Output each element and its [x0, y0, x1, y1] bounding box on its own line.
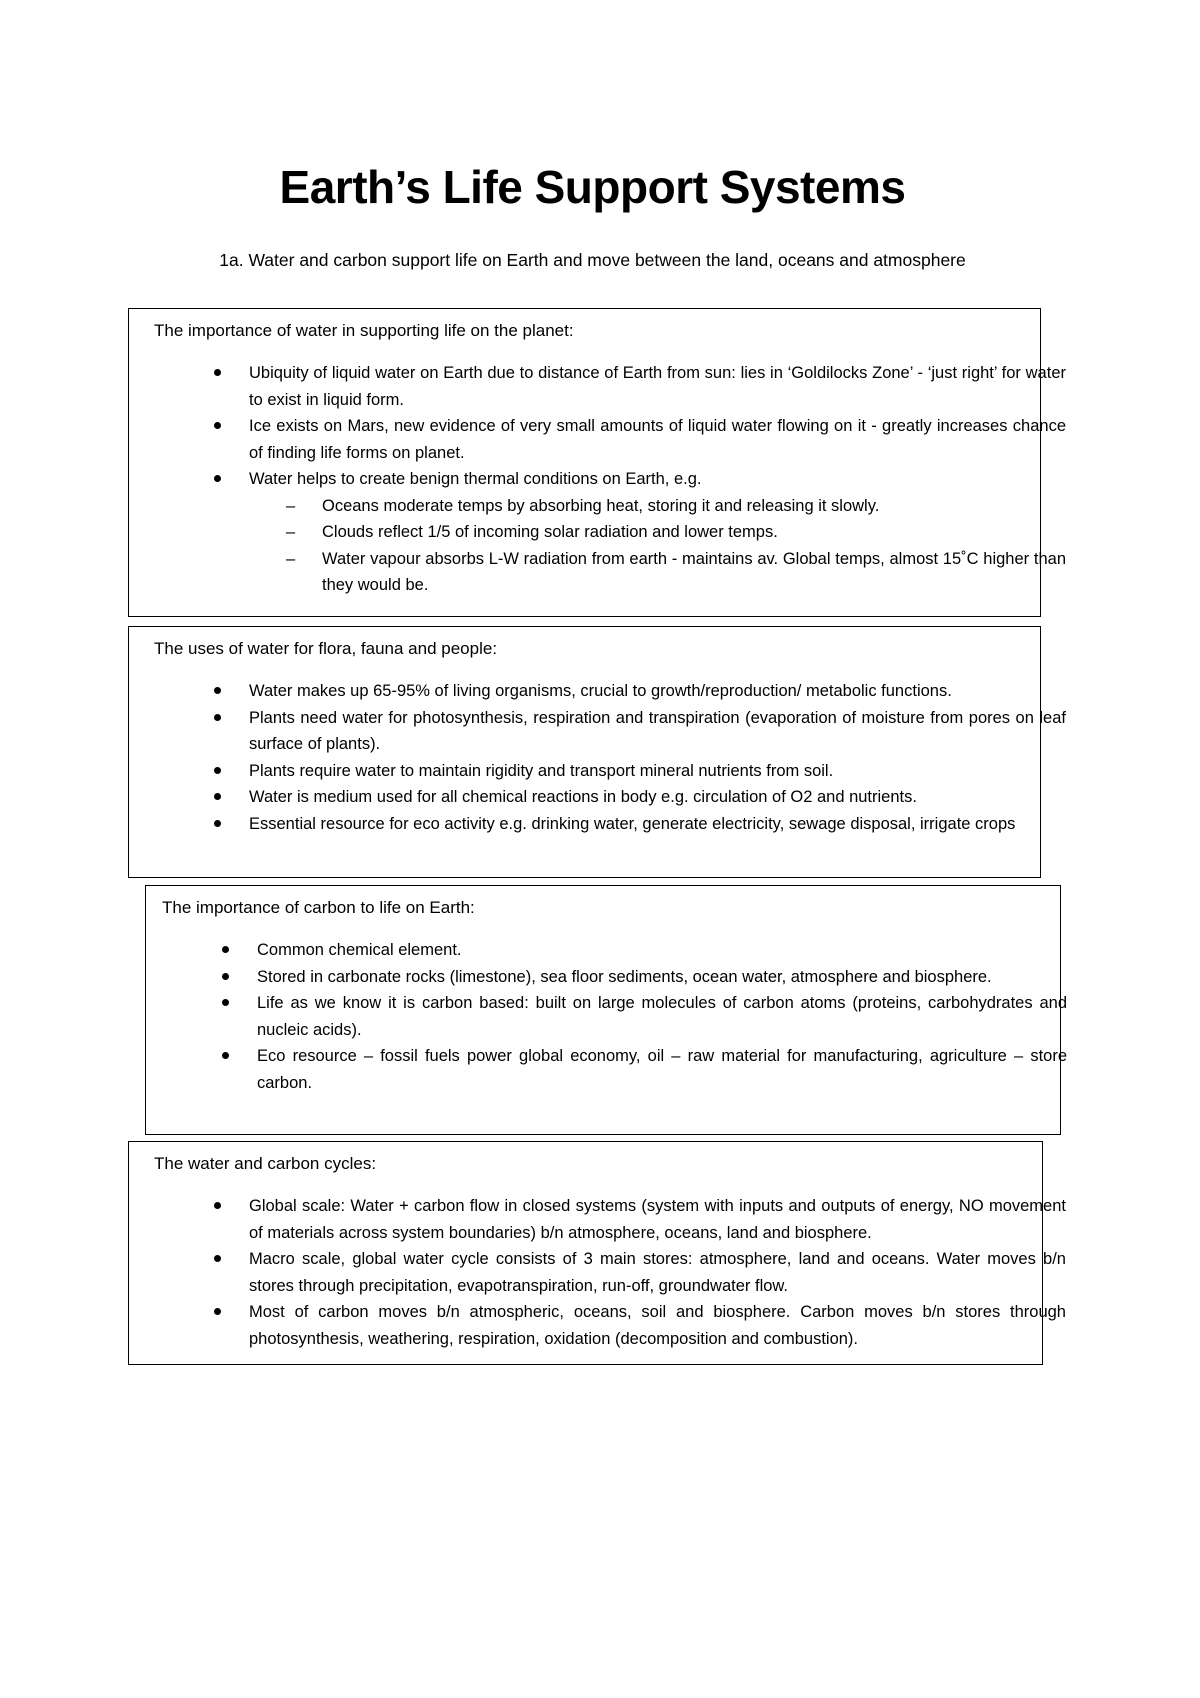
page-title: Earth’s Life Support Systems — [279, 161, 906, 213]
bullet-icon — [214, 687, 221, 694]
bullet-icon — [222, 946, 229, 953]
section-heading: The water and carbon cycles: — [154, 1154, 377, 1173]
list-item — [154, 413, 1066, 466]
list-item — [154, 360, 1066, 413]
list-item — [154, 678, 1066, 705]
list-item-text: Eco resource – fossil fuels power global economy, oil – raw material for manufacturing, agriculture – store carbon. — [257, 1047, 1067, 1092]
section-water-importance — [128, 308, 1066, 617]
list-item-text: Water makes up 65-95% of living organisms, crucial to growth/reproduction/ metabolic functions. — [249, 682, 952, 700]
list-item — [154, 466, 1066, 599]
list-item — [162, 1043, 1067, 1096]
list-item-text: Macro scale, global water cycle consists of 3 main stores: atmosphere, land and oceans. Water moves b/n stores through precipitation, evapotranspiration, run-off, groundwater flow. — [249, 1250, 1066, 1295]
list-item-text: Global scale: Water + carbon flow in closed systems (system with inputs and outputs of energy, NO movement of materials across system boundaries) b/n atmosphere, oceans, land and biosphere. — [249, 1197, 1066, 1242]
section-water-uses — [128, 626, 1066, 878]
sub-list-item — [249, 493, 1066, 520]
bullet-icon — [214, 1202, 221, 1209]
list-item — [162, 964, 1067, 991]
bullet-icon — [214, 422, 221, 429]
list-item — [154, 1299, 1066, 1352]
list-item — [162, 990, 1067, 1043]
list-item-text: Ubiquity of liquid water on Earth due to distance of Earth from sun: lies in ‘Goldilocks Zone’ - ‘just right’ for water to exist in liquid form. — [249, 364, 1066, 409]
list-item-text: Water is medium used for all chemical reactions in body e.g. circulation of O2 and nutrients. — [249, 788, 917, 806]
list-item-text: Most of carbon moves b/n atmospheric, oceans, soil and biosphere. Carbon moves b/n stores through photosynthesis, weathering, respiration, oxidation (decomposition and combustion). — [249, 1303, 1066, 1348]
list-item-text: Water helps to create benign thermal conditions on Earth, e.g. — [249, 470, 702, 488]
list-item-text: Common chemical element. — [257, 941, 462, 959]
section-heading: The importance of carbon to life on Earth: — [162, 898, 475, 917]
bullet-icon — [214, 369, 221, 376]
page-subtitle: 1a. Water and carbon support life on Earth and move between the land, oceans and atmosphere — [219, 250, 966, 270]
list-item-text: Stored in carbonate rocks (limestone), sea floor sediments, ocean water, atmosphere and biosphere. — [257, 967, 992, 986]
dash-icon: – — [286, 523, 296, 541]
list-item-text: Essential resource for eco activity e.g. drinking water, generate electricity, sewage disposal, irrigate crops — [249, 814, 1016, 833]
bullet-icon — [222, 999, 229, 1006]
list-item — [154, 705, 1066, 758]
section-heading: The importance of water in supporting life on the planet: — [154, 321, 574, 340]
bullet-list — [154, 360, 1066, 599]
list-item — [162, 937, 1067, 964]
bullet-icon — [214, 1255, 221, 1262]
section-heading: The uses of water for flora, fauna and people: — [154, 639, 498, 658]
bullet-icon — [214, 475, 221, 482]
bullet-icon — [214, 714, 221, 721]
section-carbon-importance — [145, 885, 1067, 1135]
bullet-icon — [214, 767, 221, 774]
sub-list-item-text: Oceans moderate temps by absorbing heat, storing it and releasing it slowly. — [322, 496, 880, 515]
bullet-list — [162, 937, 1067, 1096]
bullet-icon — [222, 1052, 229, 1059]
section-water-carbon-cycles — [128, 1141, 1066, 1365]
list-item — [154, 1246, 1066, 1299]
bullet-list — [154, 678, 1066, 837]
sub-list-item — [249, 519, 1066, 546]
list-item-text: Life as we know it is carbon based: built on large molecules of carbon atoms (proteins, carbohydrates and nucleic acids). — [257, 994, 1067, 1039]
sub-list-item-text: Water vapour absorbs L-W radiation from earth - maintains av. Global temps, almost 15˚C higher than they would be. — [322, 549, 1066, 594]
bullet-icon — [214, 820, 221, 827]
dash-icon: – — [286, 496, 296, 515]
sub-list-item-text: Clouds reflect 1/5 of incoming solar radiation and lower temps. — [322, 523, 778, 541]
list-item — [154, 1193, 1066, 1246]
sub-list-item — [249, 546, 1066, 599]
list-item — [154, 758, 1066, 785]
bullet-icon — [222, 973, 229, 980]
list-item — [154, 811, 1066, 838]
list-item — [154, 784, 1066, 811]
bullet-list — [154, 1193, 1066, 1352]
sub-bullet-list — [249, 493, 1066, 599]
bullet-icon — [214, 1308, 221, 1315]
dash-icon: – — [286, 549, 296, 568]
list-item-text: Plants require water to maintain rigidity and transport mineral nutrients from soil. — [249, 761, 834, 780]
bullet-icon — [214, 793, 221, 800]
list-item-text: Ice exists on Mars, new evidence of very small amounts of liquid water flowing on it - greatly increases chance of finding life forms on planet. — [249, 417, 1066, 462]
list-item-text: Plants need water for photosynthesis, respiration and transpiration (evaporation of moisture from pores on leaf surface of plants). — [249, 708, 1066, 753]
